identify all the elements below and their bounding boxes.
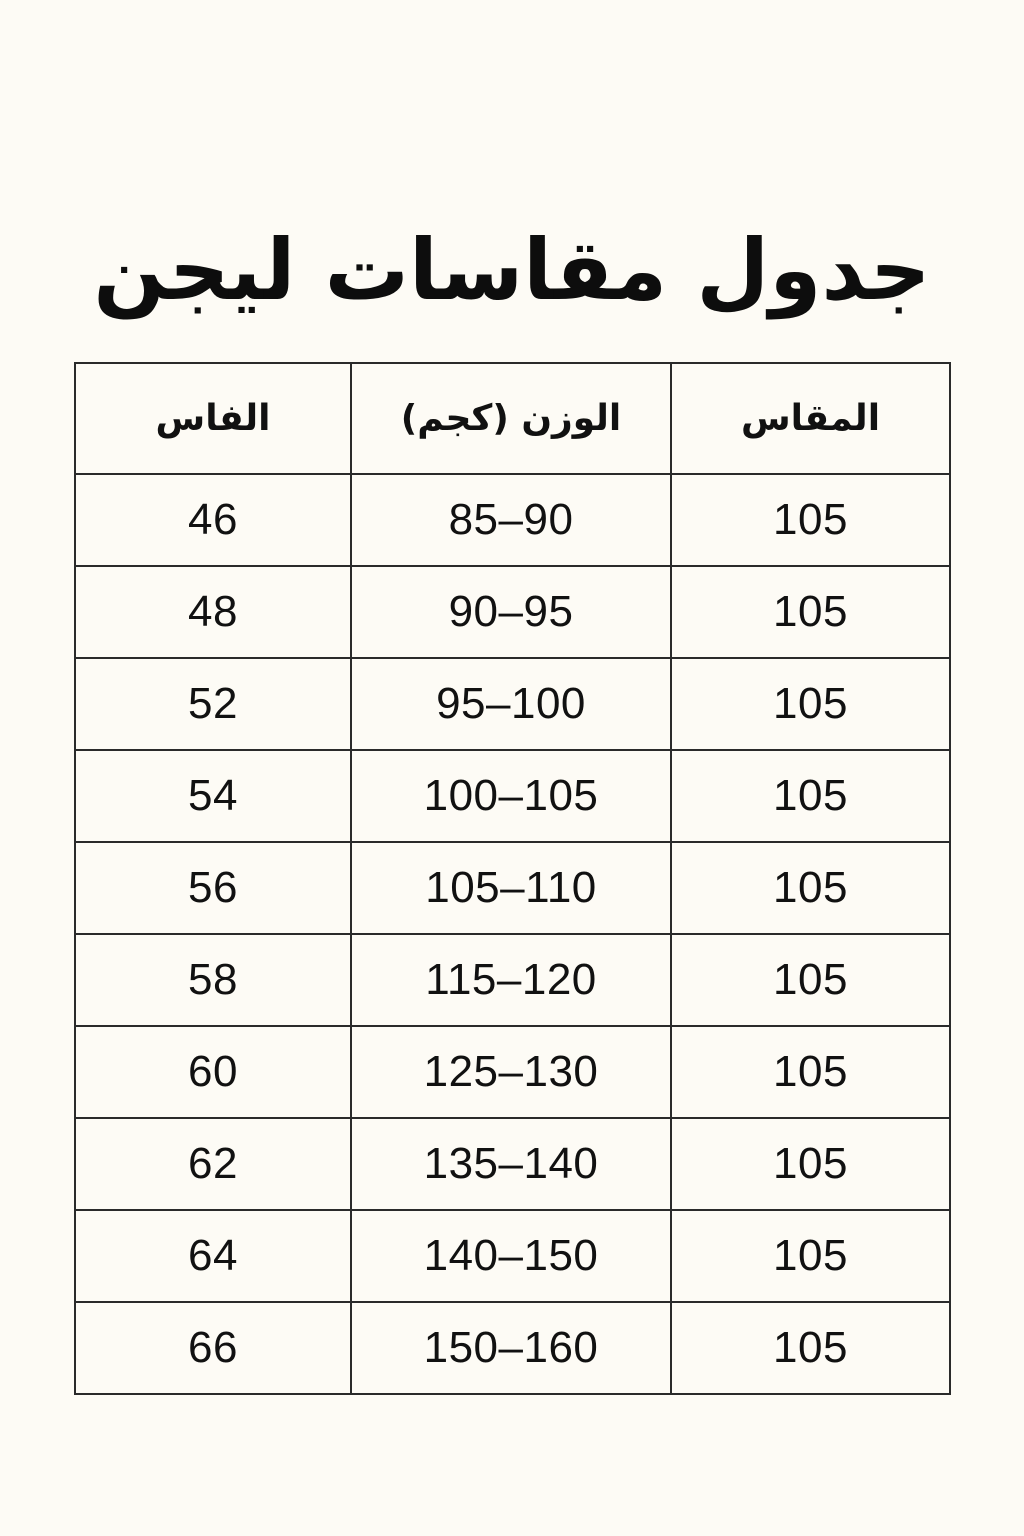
table-cell: 105: [671, 1118, 950, 1210]
header-cell: الفاس: [75, 363, 351, 474]
table-row: [75, 934, 950, 1026]
table-row: [75, 658, 950, 750]
table-cell: 105: [671, 1302, 950, 1394]
table-cell: 125–130: [351, 1026, 671, 1118]
table-cell: 58: [75, 934, 351, 1026]
table-cell: 62: [75, 1118, 351, 1210]
table-row: [75, 1302, 950, 1394]
table-cell: 105–110: [351, 842, 671, 934]
header-cell: الوزن (كجم): [351, 363, 671, 474]
table-row: [75, 474, 950, 566]
table-cell: 105: [671, 1026, 950, 1118]
table-cell: 60: [75, 1026, 351, 1118]
size-table: [74, 362, 951, 1395]
table-cell: 115–120: [351, 934, 671, 1026]
table-row: [75, 842, 950, 934]
table-cell: 95–100: [351, 658, 671, 750]
table-cell: 105: [671, 1210, 950, 1302]
table-cell: 48: [75, 566, 351, 658]
table-cell: 105: [671, 750, 950, 842]
header-cell: المقاس: [671, 363, 950, 474]
table-cell: 105: [671, 566, 950, 658]
table-cell: 135–140: [351, 1118, 671, 1210]
table-cell: 105: [671, 658, 950, 750]
table-cell: 85–90: [351, 474, 671, 566]
table-cell: 150–160: [351, 1302, 671, 1394]
table-cell: 66: [75, 1302, 351, 1394]
table-cell: 64: [75, 1210, 351, 1302]
page-title: جدول مقاسات ليجن: [93, 221, 931, 319]
table-row: [75, 566, 950, 658]
table-cell: 105: [671, 842, 950, 934]
table-cell: 105: [671, 934, 950, 1026]
table-row: [75, 1118, 950, 1210]
table-row: [75, 1026, 950, 1118]
table-cell: 52: [75, 658, 351, 750]
table-row: [75, 1210, 950, 1302]
table-cell: 46: [75, 474, 351, 566]
table-row: [75, 750, 950, 842]
table-cell: 100–105: [351, 750, 671, 842]
table-cell: 105: [671, 474, 950, 566]
table-cell: 56: [75, 842, 351, 934]
table-cell: 140–150: [351, 1210, 671, 1302]
table-cell: 90–95: [351, 566, 671, 658]
table-header-row: [75, 363, 950, 474]
table-cell: 54: [75, 750, 351, 842]
